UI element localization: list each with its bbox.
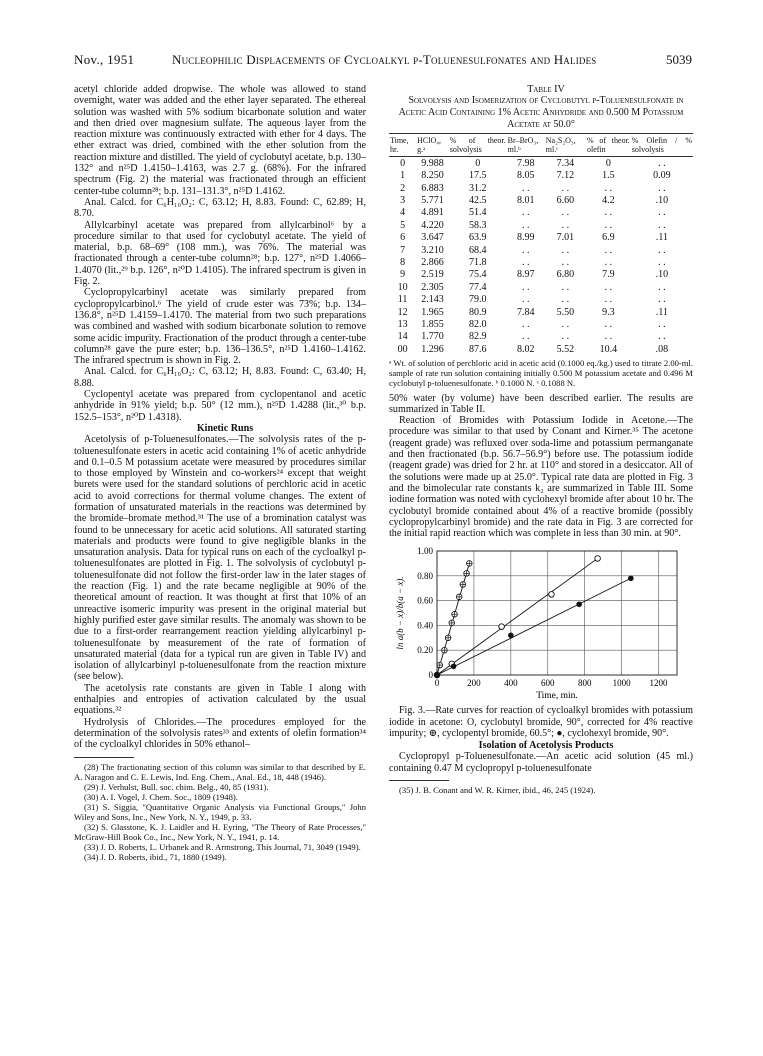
column-header: HClO₄, g.ᵃ — [416, 134, 449, 157]
table-cell: .10 — [655, 195, 669, 207]
table-cell: 5.50 — [556, 306, 575, 318]
table-cell: 3.210 — [421, 244, 444, 256]
table-cell: . . — [658, 182, 666, 194]
series-line — [437, 564, 469, 676]
table-cell: 82.9 — [468, 331, 487, 343]
column-header: Na₂S₂O₃, ml.ᶜ — [545, 134, 586, 157]
table-cell: 8.250 — [421, 170, 444, 182]
table-cell: 1.5 — [602, 170, 615, 182]
table-cell: 51.4 — [468, 207, 487, 219]
data-point-filled — [434, 673, 440, 679]
footnote: (28) The fractionating section of this column was similar to that described by E. A. Naragon and C. E. Lewis, Ind. Eng. Chem., Anal. Ed., 18, 448 (1946). — [74, 761, 366, 782]
table-row — [389, 194, 693, 206]
table-cell: . . — [521, 219, 530, 231]
table-cell: 7.9 — [602, 269, 615, 281]
table-cell: 31.2 — [468, 182, 487, 194]
table-cell: 8.02 — [516, 343, 535, 355]
table-row — [389, 343, 693, 355]
table-cell: . . — [658, 331, 666, 343]
table-cell: . . — [521, 182, 530, 194]
y-tick-label: 0.80 — [417, 571, 433, 582]
section-heading: Kinetic Runs — [196, 422, 254, 434]
footnote: (31) S. Siggia, "Quantitative Organic Analysis via Functional Groups," John Wiley and Sons, Inc., New York, N. Y., 1949, p. 33. — [74, 801, 366, 822]
table-cell: 9.988 — [421, 157, 444, 169]
table-cell: . . — [561, 331, 570, 343]
table-cell: . . — [561, 244, 570, 256]
figure-caption: Fig. 3.—Rate curves for reaction of cycloalkyl bromides with potassium iodide in acetone: O, cyclobutyl bromide, 90°, corrected for 4% reactive impurity; ⊕, cyclopentyl bromide, 60.5°; ●, cyclohexyl bromide, 90°. — [389, 705, 693, 740]
table-cell: 3 — [400, 195, 406, 207]
y-tick-label: 0 — [428, 670, 433, 681]
table-row — [389, 318, 693, 330]
column-header: % of theor. solvolysis — [449, 134, 507, 157]
y-tick-label: 0.20 — [417, 645, 433, 656]
table-cell: . . — [604, 331, 613, 343]
table-cell: . . — [521, 294, 530, 306]
footnotes — [74, 762, 366, 862]
table-row — [389, 269, 693, 281]
table-cell: . . — [658, 318, 666, 330]
table-cell: . . — [658, 294, 666, 306]
data-point-filled — [508, 633, 514, 639]
data-point-filled — [628, 576, 634, 582]
column-header: Time, hr. — [389, 134, 416, 157]
table-cell: 14 — [397, 331, 408, 343]
footnote: (32) S. Glasstone, K. J. Laidler and H. Eyring, "The Theory of Rate Processes," McGraw-Hill Book Co., Inc., New York, N. Y., 1941, p. 14. — [74, 821, 366, 842]
table-cell: 4.2 — [602, 195, 615, 207]
table-cell: 1.855 — [421, 318, 444, 330]
table-cell: . . — [658, 281, 666, 293]
table-cell: . . — [604, 244, 613, 256]
table-cell: 8.97 — [516, 269, 535, 281]
y-tick-label: 0.60 — [417, 596, 433, 607]
paragraph: Acetolysis of p-Toluenesulfonates.—The solvolysis rates of the p-toluenesulfonate esters in acetic acid containing 1% of acetic anhydride and 0.1–0.5 M potassium acetate were measured by procedures similar to those employed by Winstein and co-workers²⁴ except that weight burets were used for the standard solutions of perchloric acid in acetic acid to avoid corrections for thermal volume changes. The extent of formation of unsaturated materials in the reactions was determined by the bromide–bromate method.³¹ The use of a bromination catalyst was found to be unnecessary for acetic acid solutions. All saturated starting materials and products were found to give negligible blanks in the unsaturation analysis. Data for typical runs on each of the cycloalkyl p-toluenesulfonates are plotted in Fig. 1. The solvolysis of cyclobutyl p-toluenesulfonate did not follow the first-order law in the later stages of the reaction (Fig. 1) and the rate became negligible at 90% of the theoretical amount of reaction. It was thought at first that 10% of an unreactive isomeric impurity was present in the original material but highly purified ester gave similar results. The anomaly was shown to be due to a first-order rearrangement reaction yielding allylcarbinyl p-toluenesulfonate by measurement of the rate of formation of unsaturated material (data for a typical run are given in Table IV) and isolation of allylcarbinyl p-toluenesulfonate from the reaction mixture (see below). — [74, 434, 366, 683]
table-cell: 10 — [397, 281, 408, 293]
table-cell: 77.4 — [468, 281, 487, 293]
table-cell: 2.143 — [421, 294, 444, 306]
table-cell: 3.647 — [421, 232, 444, 244]
table-heading: Solvolysis and Isomerization of Cyclobutyl p-Toluenesulfonate in Acetic Acid Containing 1% Acetic Anhydride and 0.500 M Potassium Acetate at 50.0° — [398, 95, 684, 131]
table-cell: . . — [658, 244, 666, 256]
table-cell: 0.09 — [653, 170, 671, 182]
chart-svg — [389, 543, 693, 703]
table-cell: 8.99 — [516, 232, 535, 244]
paragraph: Reaction of Bromides with Potassium Iodide in Acetone.—The procedure was similar to that used by Conant and Kirner.³⁵ The acetone (reagent grade) was refluxed over soda-lime and potassium permanganate and then fractionated (b.p. 56.7–56.9°) before use. The potassium iodide (reagent grade) was dried for 2 hr. at 110° and stored in a desiccator. All of the solutions were made up at 25.0°. Typical rate data are plotted in Fig. 3 and the bimolecular rate constants k₂ are summarized in Table III. Some iodine formation was noted with cyclohexyl bromide after about 10 hr. The cyclobutyl bromide contained about 4% of a reactive bromide (possibly cyclopropylcarbinyl bromide) and the rate data in Fig. 3 are corrected for the initial rapid reaction which was complete in less than 30 min. at 90°. — [389, 415, 693, 540]
table-cell: 7.84 — [516, 306, 535, 318]
table-row — [389, 244, 693, 256]
footnote: (29) J. Verhulst, Bull. soc. chim. Belg., 40, 85 (1931). — [84, 781, 269, 792]
table-cell: 4.220 — [421, 219, 444, 231]
section-heading: Isolation of Acetolysis Products — [478, 739, 614, 751]
table-cell: 8 — [400, 256, 406, 268]
table-row — [389, 306, 693, 318]
column-header: Br–BrO₃, ml.ᵇ — [507, 134, 545, 157]
header-date: Nov., 1951 — [74, 52, 135, 67]
plot-frame — [437, 551, 677, 675]
table-title: Table IV — [527, 84, 565, 95]
paragraph: Anal. Calcd. for C₆H₁₀O₂: C, 63.12; H, 8.83. Found: C, 63.40; H, 8.88. — [74, 366, 366, 389]
table-cell: . . — [561, 294, 570, 306]
table-cell: . . — [521, 207, 530, 219]
table-cell: 82.0 — [468, 318, 487, 330]
table-cell: 0 — [475, 157, 481, 169]
table-cell: 13 — [397, 318, 408, 330]
paragraph: Cyclopropylcarbinyl acetate was similarly prepared from cyclopropylcarbinol.⁶ The yield of crude ester was 73%; b.p. 134–136.8°, n²⁵D 1.4159–1.4170. The material from two such preparations was combined and washed with sodium bicarbonate solution to remove some acidic impurity. Fractionation of the product through a center-tube column²⁸ gave the pure ester; b.p. 136–136.5°, n²⁵D 1.4160–1.4162. The infrared spectrum is shown in Fig. 2. — [74, 287, 366, 367]
table-cell: 71.8 — [468, 256, 487, 268]
x-tick-label: 1000 — [612, 678, 631, 689]
table-cell: . . — [604, 281, 613, 293]
table-cell: 0 — [605, 157, 611, 169]
x-tick-label: 0 — [434, 678, 440, 689]
table-cell: 7.01 — [556, 232, 575, 244]
table-cell: . . — [561, 207, 570, 219]
table-cell: 7.34 — [556, 157, 575, 169]
table-cell: 8.01 — [516, 195, 535, 207]
table-cell: 4.891 — [421, 207, 444, 219]
table-cell: 8.05 — [516, 170, 535, 182]
table-cell: 58.3 — [468, 219, 487, 231]
table-cell: 7.12 — [556, 170, 575, 182]
table-cell: 17.5 — [468, 170, 487, 182]
table-header-row — [389, 134, 693, 157]
table-row — [389, 331, 693, 343]
table-cell: 1.965 — [421, 306, 444, 318]
data-table — [389, 133, 693, 355]
data-point-filled — [451, 664, 457, 670]
table-cell: 1 — [400, 170, 406, 182]
table-cell: . . — [521, 318, 530, 330]
right-column — [389, 84, 693, 795]
table-cell: . . — [604, 318, 613, 330]
table-cell: . . — [658, 207, 666, 219]
table-row — [389, 170, 693, 182]
table-cell: . . — [658, 157, 666, 169]
table-row — [389, 281, 693, 293]
paragraph: Cyclopropyl p-Toluenesulfonate.—An acetic acid solution (45 ml.) containing 0.47 M cyclopropyl p-toluenesulfonate — [389, 751, 693, 774]
table-cell: 7.98 — [516, 157, 535, 169]
footnote-rule — [74, 757, 134, 758]
table-cell: 1.296 — [421, 343, 444, 355]
table-row — [389, 157, 693, 170]
table-cell: 6 — [400, 232, 406, 244]
footnote: (35) J. B. Conant and W. R. Kirner, ibid., 46, 245 (1924). — [399, 784, 596, 795]
table-cell: 11 — [397, 294, 408, 306]
table-cell: .11 — [655, 232, 668, 244]
page-number: 5039 — [666, 52, 692, 67]
x-tick-label: 1200 — [649, 678, 668, 689]
table-cell: 6.883 — [421, 182, 444, 194]
paragraph: Anal. Calcd. for C₆H₁₀O₂: C, 63.12; H, 8.83. Found: C, 62.89; H, 8.70. — [74, 196, 366, 220]
table-cell: . . — [604, 219, 613, 231]
table-cell: . . — [658, 219, 666, 231]
paragraph: Allylcarbinyl acetate was prepared from allylcarbinol⁶ by a procedure similar to that used for cyclobutyl acetate. The yield of material, b.p. 68–69° (108 mm.), was 76%. The material was fractionated through a center-tube column²⁸; b.p. 127°, n²⁵D 1.4066–1.4070 (lit.,²⁹ b.p. 126°, n²⁰D 1.4105). The infrared spectrum is given in Fig. 2. — [74, 219, 366, 288]
table-cell: 6.80 — [556, 269, 575, 281]
table-cell: .10 — [655, 269, 669, 281]
table-cell: 00 — [397, 343, 408, 355]
running-header — [74, 52, 692, 74]
x-axis-label: Time, min. — [536, 691, 578, 702]
table-cell: 7 — [400, 244, 406, 256]
table-cell: . . — [521, 331, 530, 343]
table-cell: . . — [604, 207, 613, 219]
table-cell: . . — [561, 318, 570, 330]
series-line — [437, 579, 631, 676]
table-cell: . . — [561, 256, 570, 268]
table-cell: 2 — [400, 182, 406, 194]
paragraph: The acetolysis rate constants are given in Table I along with enthalpies and entropies of activation calculated by the usual equations.³² — [74, 682, 366, 717]
y-tick-label: 0.40 — [417, 620, 433, 631]
table-cell: . . — [658, 256, 666, 268]
table-cell: 80.9 — [468, 306, 487, 318]
table-row — [389, 232, 693, 244]
paragraph: 50% water (by volume) have been described earlier. The results are summarized in Table II. — [389, 392, 693, 415]
footnote: (33) J. D. Roberts, L. Urbanek and R. Armstrong, This Journal, 71, 3049 (1949). — [84, 841, 361, 852]
table-cell: 5.771 — [421, 195, 444, 207]
paragraph: acetyl chloride added dropwise. The whole was allowed to stand overnight, water was added and the ether layer separated. The ethereal solution was washed with 5% sodium bicarbonate solution and water and then dried over magnesium sulfate. The aqueous layer from the reaction mixture was continuously extracted with ether for 4 days. The ether extract was dried, combined with the ether solution from the reaction mixture and distilled. The yield of cyclobutyl acetate, b.p. 130–132° and n²⁵D 1.4150–1.4163, was 2.7 g. (68%). For the infrared spectrum (Fig. 2) the material was fractionated through an efficient center-tube column²⁸; b.p. 131–131.3°, n²⁵D 1.4162. — [74, 84, 366, 197]
column-header: % Olefin / % solvolysis — [631, 134, 693, 157]
table-cell: 12 — [397, 306, 408, 318]
table-cell: 63.9 — [468, 232, 487, 244]
table-cell: 2.305 — [421, 281, 444, 293]
paragraph: Hydrolysis of Chlorides.—The procedures employed for the determination of the solvolysis rates³³ and extents of olefin formation³⁴ of the cycloalkyl chlorides in 50% ethanol– — [74, 716, 366, 751]
column-header: % of theor. olefin — [586, 134, 631, 157]
y-tick-label: 1.00 — [417, 546, 433, 557]
footnote: (30) A. I. Vogel, J. Chem. Soc., 1809 (1948). — [84, 791, 238, 802]
header-title: Nucleophilic Displacements of Cycloalkyl p-Toluenesulfonates and Halides — [172, 52, 597, 67]
table-cell: 4 — [400, 207, 406, 219]
data-point-open — [499, 624, 505, 630]
table-cell: 42.5 — [468, 195, 487, 207]
data-point-open — [549, 592, 555, 598]
table-cell: . . — [561, 182, 570, 194]
table-cell: 68.4 — [468, 244, 487, 256]
table-cell: 79.0 — [468, 294, 487, 306]
table-row — [389, 182, 693, 194]
table-cell: 0 — [400, 157, 406, 169]
figure-3-chart — [389, 543, 693, 703]
table-cell: 2.866 — [421, 256, 444, 268]
footnote: (34) J. D. Roberts, ibid., 71, 1880 (1949). — [84, 851, 227, 862]
data-point-open — [595, 556, 601, 562]
table-row — [389, 294, 693, 306]
table-cell: . . — [604, 294, 613, 306]
table-body — [389, 157, 693, 356]
table-row — [389, 219, 693, 231]
table-cell: . . — [604, 256, 613, 268]
table-cell: 9 — [400, 269, 406, 281]
footnote-rule — [389, 780, 449, 781]
y-axis-label: ln a(b − x)/b(a − x). — [395, 576, 405, 650]
table-row — [389, 256, 693, 268]
table-row — [389, 207, 693, 219]
data-point-filled — [576, 602, 582, 608]
x-tick-label: 400 — [504, 678, 518, 689]
table-cell: . . — [521, 256, 530, 268]
table-cell: . . — [521, 244, 530, 256]
paragraph: Cyclopentyl acetate was prepared from cyclopentanol and acetic anhydride in 91% yield; b.p. 50° (12 mm.), n²⁵D 1.4288 (lit.,³⁰ b.p. 152.5–153°, n²⁰D 1.4318). — [74, 389, 366, 423]
table-cell: 1.770 — [421, 331, 444, 343]
x-tick-label: 200 — [467, 678, 481, 689]
table-cell: . . — [604, 182, 613, 194]
left-column — [74, 84, 366, 862]
x-tick-label: 600 — [541, 678, 555, 689]
table-footnote: ᵃ Wt. of solution of perchloric acid in acetic acid (0.1000 eq./kg.) used to titrate 2.00-ml. sample of rate run solution containing initially 0.500 M potassium acetate and 0.496 M cyclobutyl p-toluenesulfonate. ᵇ 0.1000 N. ᶜ 0.1088 N. — [389, 357, 693, 388]
table-cell: 5 — [400, 219, 406, 231]
table-cell: 9.3 — [602, 306, 615, 318]
table-cell: . . — [561, 281, 570, 293]
x-tick-label: 800 — [577, 678, 592, 689]
table-cell: 6.60 — [556, 195, 575, 207]
table-cell: .08 — [655, 343, 669, 355]
table-cell: .11 — [655, 306, 668, 318]
table-cell: . . — [521, 281, 530, 293]
table-cell: 10.4 — [599, 343, 618, 355]
table-cell: 87.6 — [468, 343, 487, 355]
table-cell: 75.4 — [468, 269, 487, 281]
table-cell: 6.9 — [602, 232, 615, 244]
table-cell: 5.52 — [556, 343, 575, 355]
table-cell: 2.519 — [421, 269, 444, 281]
table-cell: . . — [561, 219, 570, 231]
